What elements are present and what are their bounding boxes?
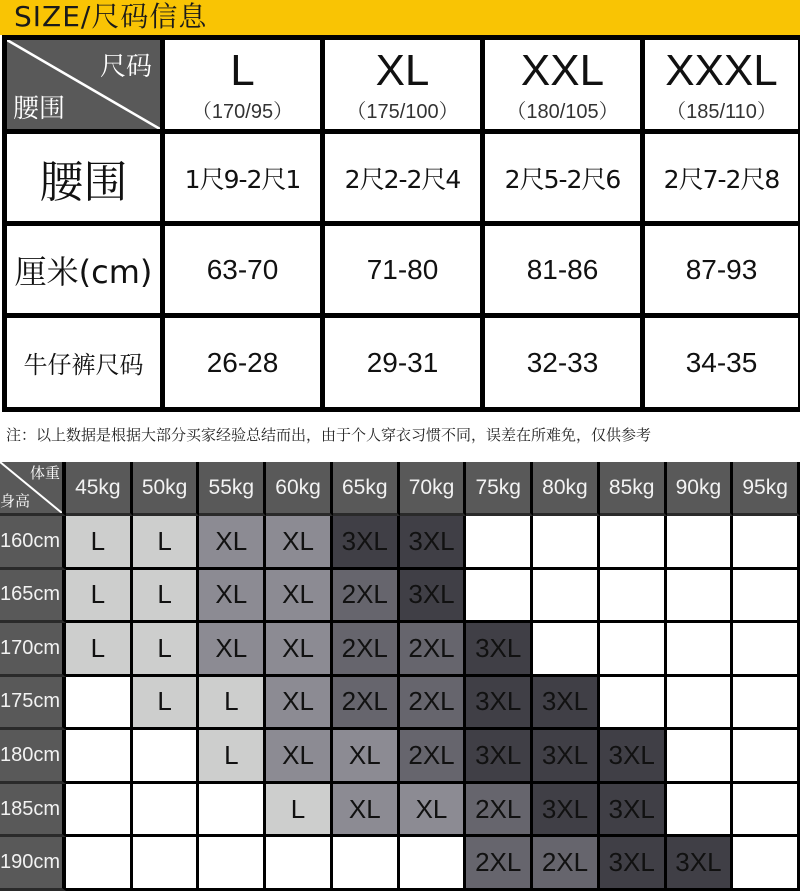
size-height-waist: （180/105）	[506, 100, 619, 123]
size-recommendation-cell: 3XL	[466, 623, 533, 677]
disclaimer-note: 注：以上数据是根据大部分买家经验总结而出，由于个人穿衣习惯不同，误差在所难免，仅供参考	[6, 426, 652, 444]
size-recommendation-cell: XL	[266, 730, 333, 784]
height-row-header: 175cm	[0, 677, 66, 731]
banner-title: SIZE/尺码信息	[14, 0, 208, 33]
size-recommendation-cell	[600, 623, 667, 677]
size-col-header	[163, 38, 323, 132]
size-col-header	[323, 38, 483, 132]
size-recommendation-cell: XL	[333, 784, 400, 838]
weight-header: 70kg	[400, 462, 467, 516]
size-header-row	[5, 38, 800, 132]
height-row-header: 165cm	[0, 570, 66, 624]
size-recommendation-cell	[466, 570, 533, 624]
size-recommendation-cell	[533, 623, 600, 677]
height-weight-grid	[0, 462, 800, 891]
corner-label-height: 身高	[0, 492, 31, 510]
size-recommendation-cell	[733, 837, 800, 891]
size-recommendation-cell: XL	[400, 784, 467, 838]
weight-header: 90kg	[667, 462, 734, 516]
size-recommendation-cell: 3XL	[400, 570, 467, 624]
weight-header: 75kg	[466, 462, 533, 516]
size-recommendation-cell: 3XL	[466, 730, 533, 784]
weight-header: 60kg	[266, 462, 333, 516]
size-recommendation-cell: 3XL	[400, 516, 467, 570]
size-recommendation-cell: L	[66, 623, 133, 677]
table-cell: 2尺5-2尺6	[483, 132, 643, 224]
size-recommendation-cell	[733, 784, 800, 838]
table-cell: 63-70	[163, 224, 323, 316]
size-recommendation-cell	[600, 570, 667, 624]
size-recommendation-cell	[66, 677, 133, 731]
size-recommendation-cell: 3XL	[533, 730, 600, 784]
waist-chi-row	[5, 132, 800, 224]
size-height-waist: （175/100）	[346, 100, 459, 123]
size-recommendation-cell: L	[133, 570, 200, 624]
size-recommendation-cell: 2XL	[333, 623, 400, 677]
weight-header: 45kg	[66, 462, 133, 516]
size-recommendation-cell: XL	[266, 516, 333, 570]
size-recommendation-cell	[66, 784, 133, 838]
table-cell: 34-35	[643, 316, 800, 410]
table-cell: 71-80	[323, 224, 483, 316]
hw-grid-corner	[0, 462, 66, 516]
size-recommendation-cell: 2XL	[466, 837, 533, 891]
size-recommendation-cell: XL	[199, 623, 266, 677]
size-recommendation-cell: XL	[199, 516, 266, 570]
size-recommendation-cell: 3XL	[600, 837, 667, 891]
height-row-header: 170cm	[0, 623, 66, 677]
size-recommendation-cell: 3XL	[600, 784, 667, 838]
height-row-header: 190cm	[0, 837, 66, 891]
size-recommendation-cell	[66, 837, 133, 891]
height-row-header: 185cm	[0, 784, 66, 838]
size-recommendation-cell	[133, 730, 200, 784]
row-label: 牛仔裤尺码	[5, 316, 163, 410]
size-recommendation-cell: XL	[266, 677, 333, 731]
size-recommendation-cell: 2XL	[333, 570, 400, 624]
size-recommendation-cell: 2XL	[533, 837, 600, 891]
size-recommendation-cell	[733, 570, 800, 624]
size-col-header	[483, 38, 643, 132]
size-height-waist: （185/110）	[666, 100, 777, 123]
row-label: 腰围	[5, 132, 163, 224]
weight-header: 80kg	[533, 462, 600, 516]
size-recommendation-cell: L	[66, 516, 133, 570]
size-recommendation-cell: XL	[266, 623, 333, 677]
table-cell: 26-28	[163, 316, 323, 410]
size-recommendation-cell: L	[266, 784, 333, 838]
weight-header: 85kg	[600, 462, 667, 516]
table-cell: 87-93	[643, 224, 800, 316]
size-recommendation-cell: XL	[266, 570, 333, 624]
height-row-header: 160cm	[0, 516, 66, 570]
size-recommendation-cell	[333, 837, 400, 891]
size-recommendation-cell	[199, 784, 266, 838]
height-row-header: 180cm	[0, 730, 66, 784]
size-recommendation-cell	[667, 516, 734, 570]
size-recommendation-cell: 2XL	[466, 784, 533, 838]
size-height-waist: （170/95）	[191, 100, 294, 123]
size-recommendation-cell	[533, 516, 600, 570]
waist-cm-row	[5, 224, 800, 316]
size-recommendation-cell: 3XL	[600, 730, 667, 784]
corner-label-waist: 腰围	[13, 94, 66, 124]
jeans-size-row	[5, 316, 800, 410]
size-recommendation-cell: 2XL	[333, 677, 400, 731]
size-name: XXL	[520, 45, 605, 95]
size-recommendation-cell	[266, 837, 333, 891]
table-cell: 2尺2-2尺4	[323, 132, 483, 224]
size-recommendation-cell	[133, 837, 200, 891]
size-recommendation-cell: L	[133, 516, 200, 570]
table-cell: 29-31	[323, 316, 483, 410]
size-recommendation-cell	[733, 623, 800, 677]
weight-header: 55kg	[199, 462, 266, 516]
size-recommendation-cell: L	[199, 677, 266, 731]
size-recommendation-cell	[733, 677, 800, 731]
corner-label-size: 尺码	[99, 52, 152, 82]
corner-label-weight: 体重	[29, 464, 60, 482]
size-recommendation-cell	[466, 516, 533, 570]
size-recommendation-cell	[733, 516, 800, 570]
weight-header: 95kg	[733, 462, 800, 516]
table-cell: 32-33	[483, 316, 643, 410]
size-recommendation-cell: XL	[199, 570, 266, 624]
size-recommendation-cell	[66, 730, 133, 784]
size-recommendation-cell	[733, 730, 800, 784]
size-recommendation-cell: L	[199, 730, 266, 784]
weight-header: 50kg	[133, 462, 200, 516]
size-recommendation-cell: L	[133, 677, 200, 731]
size-recommendation-cell	[199, 837, 266, 891]
size-col-header	[643, 38, 800, 132]
size-recommendation-cell: L	[66, 570, 133, 624]
size-recommendation-cell: XL	[333, 730, 400, 784]
size-recommendation-cell	[133, 784, 200, 838]
size-recommendation-cell	[667, 570, 734, 624]
size-recommendation-cell: 2XL	[400, 677, 467, 731]
size-name: XL	[375, 45, 430, 95]
size-recommendation-cell	[667, 677, 734, 731]
size-recommendation-cell: L	[133, 623, 200, 677]
size-recommendation-cell: 2XL	[400, 730, 467, 784]
size-recommendation-cell	[667, 730, 734, 784]
size-recommendation-cell: 2XL	[400, 623, 467, 677]
table-cell: 2尺7-2尺8	[643, 132, 800, 224]
size-recommendation-cell	[400, 837, 467, 891]
size-recommendation-cell	[600, 677, 667, 731]
size-name: XXXL	[665, 45, 778, 95]
size-recommendation-cell	[533, 570, 600, 624]
size-recommendation-cell: 3XL	[667, 837, 734, 891]
size-recommendation-cell: 3XL	[466, 677, 533, 731]
table-cell: 1尺9-2尺1	[163, 132, 323, 224]
size-recommendation-cell	[667, 623, 734, 677]
size-recommendation-cell	[667, 784, 734, 838]
size-recommendation-cell	[600, 516, 667, 570]
size-recommendation-cell: 3XL	[533, 677, 600, 731]
size-table	[2, 35, 800, 412]
weight-header: 65kg	[333, 462, 400, 516]
size-name: L	[230, 45, 255, 95]
size-recommendation-cell: 3XL	[533, 784, 600, 838]
size-recommendation-cell: 3XL	[333, 516, 400, 570]
row-label: 厘米(cm)	[5, 224, 163, 316]
title-banner	[0, 0, 800, 35]
table-cell: 81-86	[483, 224, 643, 316]
size-table-corner	[5, 38, 163, 132]
